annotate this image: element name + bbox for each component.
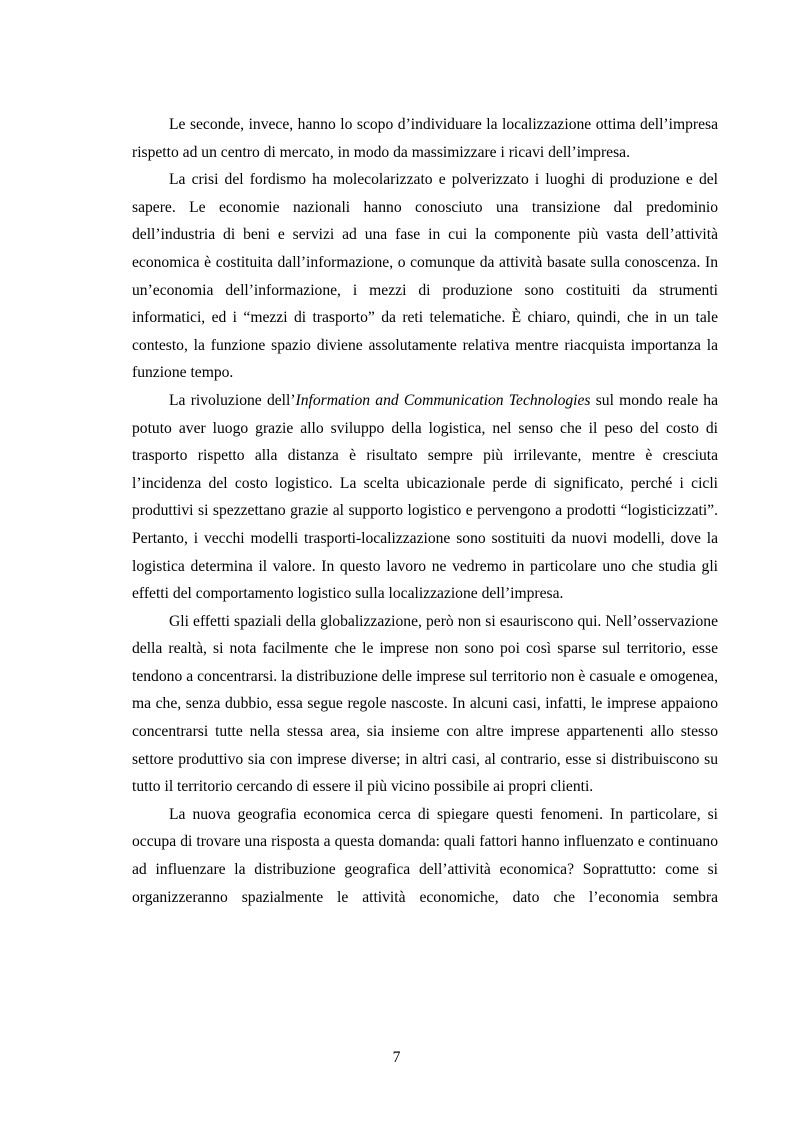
paragraph-4: Gli effetti spaziali della globalizzazione, però non si esauriscono qui. Nell’osservazione della realtà, si nota facilmente che le imprese non sono poi così sparse sul territorio, esse tendono a concentrarsi. la distribuzione delle imprese sul territorio non è casuale e omogenea, ma che, senza dubbio, essa segue regole nascoste. In alcuni casi, infatti, le imprese appaiono concentrarsi tutte nella stessa area, sia insieme con altre imprese appartenenti allo stesso settore produttivo sia con imprese diverse; in altri casi, al contrario, esse si distribuiscono su tutto il territorio cercando di essere il più vicino possibile ai propri clienti. xyxy=(132,612,718,796)
paragraph-3 xyxy=(132,387,718,608)
paragraph-1: Le seconde, invece, hanno lo scopo d’individuare la localizzazione ottima dell’impresa rispetto ad un centro di mercato, in modo da massimizzare i ricavi dell’impresa. xyxy=(132,116,718,161)
page-body xyxy=(132,111,718,911)
paragraph-2: La crisi del fordismo ha molecolarizzato e polverizzato i luoghi di produzione e del sapere. Le economie nazionali hanno conosciuto una transizione dal predominio dell’industria di beni e servizi ad una fase in cui la componente più vasta dell’attività economica è costituita dall’informazione, o comunque da attività basate sulla conoscenza. In un’economia dell’informazione, i mezzi di produzione sono costituiti da strumenti informatici, ed i “mezzi di trasporto” da reti telematiche. È chiaro, quindi, che in un tale contesto, la funzione spazio diviene assolutamente relativa mentre riacquista importanza la funzione tempo. xyxy=(132,171,718,382)
paragraph-3-rest: sul mondo reale ha potuto aver luogo grazie allo sviluppo della logistica, nel senso che il peso del costo di trasporto rispetto alla distanza è risultato sempre più irrilevante, mentre è cresciuta l’incidenza del costo logistico. La scelta ubicazionale perde di significato, perché i cicli produttivi si spezzettano grazie al supporto logistico e pervengono a prodotti “logisticizzati”. Pertanto, i vecchi modelli trasporti-localizzazione sono sostituiti da nuovi modelli, dove la logistica determina il valore. In questo lavoro ne vedremo in particolare uno che studia gli effetti del comportamento logistico sulla localizzazione dell’impresa. xyxy=(132,391,718,603)
paragraph-5: La nuova geografia economica cerca di spiegare questi fenomeni. In particolare, si occupa di trovare una risposta a questa domanda: quali fattori hanno influenzato e continuano ad influenzare la distribuzione geografica dell’attività economica? Soprattutto: come si organizzeranno spazialmente le attività economiche, dato che l’economia sembra xyxy=(132,805,718,906)
page-number: 7 xyxy=(392,1049,401,1066)
paragraph-3-start: La rivoluzione dell’ xyxy=(169,391,296,409)
ict-italic-term: Information and Communication Technologies xyxy=(295,391,591,409)
